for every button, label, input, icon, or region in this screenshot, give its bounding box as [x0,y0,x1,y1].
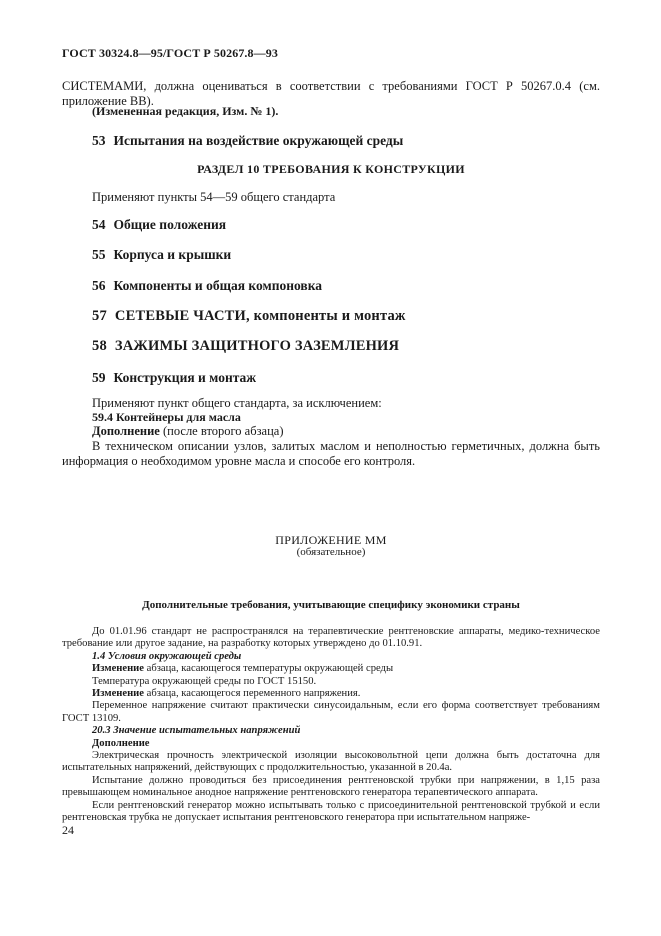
razdel-note: Применяют пункты 54—59 общего стандарта [92,190,336,204]
section-title: Конструкция и монтаж [113,370,257,385]
voltage-text: Переменное напряжение считают практически синусоидальным, если его форма соответствует требованиям ГОСТ 13109. [62,700,600,724]
appendix-subtitle: (обязательное) [296,546,366,558]
section-title: Испытания на воздействие окружающей среды [113,133,404,148]
section-59-heading [92,370,256,386]
section-53-heading [92,133,403,149]
addition-label: Дополнение [92,424,160,438]
appendix-p1: До 01.01.96 стандарт не распространялся на терапевтические рентгеновские аппараты, медико-техническое требование или другое задание, на разработку которых утверждено до 01.10.91. [62,626,600,650]
section-number: 54 [92,217,106,232]
s59-intro: Применяют пункт общего стандарта, за исключением: [92,396,382,410]
section-54-heading [92,217,226,233]
section-number: 55 [92,247,106,262]
section-number: 57 [92,308,107,324]
section-title: Компоненты и общая компоновка [113,278,323,293]
edition-note: (Измененная редакция, Изм. № 1). [92,104,279,118]
change-label: Изменение [92,688,144,700]
test-paragraph: Испытание должно проводиться без присоединения рентгеновской трубки при напряжении, в 1,15 раза превышающем номинальное анодное напряжение рентгеновского генератора терапевтического аппарата. [62,774,600,799]
generator-paragraph: Если рентгеновский генератор можно испытывать только с присоединительной рентгеновской трубкой и если рентгеновская трубка не допускает испытания рентгеновского генератора при испытательном напряже- [62,799,600,824]
section-number: 56 [92,278,106,293]
subsection-title: Контейнеры для масла [116,410,241,424]
change-text: абзаца, касающегося температуры окружающей среды [146,663,394,675]
addition-note: (после второго абзаца) [162,424,284,438]
appendix-body [62,626,600,825]
page-number: 24 [62,823,74,837]
temp-text: Температура окружающей среды по ГОСТ 15150. [92,675,317,687]
running-header: ГОСТ 30324.8—95/ГОСТ Р 50267.8—93 [62,46,278,60]
subsection-20-3: 20.3 Значение испытательных напряжений [92,725,301,737]
appendix-heading: Дополнительные требования, учитывающие специфику экономики страны [142,599,520,611]
addition-label-2: Дополнение [92,737,150,749]
section-title: Корпуса и крышки [113,247,232,262]
subsection-59-4 [62,410,600,425]
section-title: ЗАЖИМЫ ЗАЩИТНОГО ЗАЗЕМЛЕНИЯ [114,338,400,354]
change-temp-line [62,663,600,675]
section-title: СЕТЕВЫЕ ЧАСТИ, компоненты и монтаж [114,308,406,324]
change-text: абзаца, касающегося переменного напряжения. [146,688,361,700]
strength-paragraph: Электрическая прочность электрической изоляции высоковольтной цепи должна быть достаточна для испытательных напряжений, действующих с продолжительностью, указанной в 20.4а. [62,750,600,774]
razdel-heading: РАЗДЕЛ 10 ТРЕБОВАНИЯ К КОНСТРУКЦИИ [197,162,465,176]
section-56-heading [92,278,322,294]
s59-text: В техническом описании узлов, залитых маслом и неполностью герметичных, должна быть информация о необходимом уровне масла и способе его контроля. [62,439,600,468]
section-58-heading [92,338,399,355]
section-number: 53 [92,133,106,148]
section-57-heading [92,308,406,325]
subsection-1-4: 1.4 Условия окружающей среды [92,650,242,662]
intro-paragraph: СИСТЕМАМИ, должна оцениваться в соответствии с требованиями ГОСТ Р 50267.0.4 (см. приложение ВВ). [62,79,600,108]
change-voltage-line [62,688,600,700]
appendix-title: ПРИЛОЖЕНИЕ ММ [275,533,387,547]
section-number: 59 [92,370,106,385]
addition-line [62,424,600,439]
change-label: Изменение [92,663,144,675]
section-55-heading [92,247,231,263]
section-number: 58 [92,338,107,354]
section-title: Общие положения [113,217,227,232]
subsection-number: 59.4 [92,410,113,424]
